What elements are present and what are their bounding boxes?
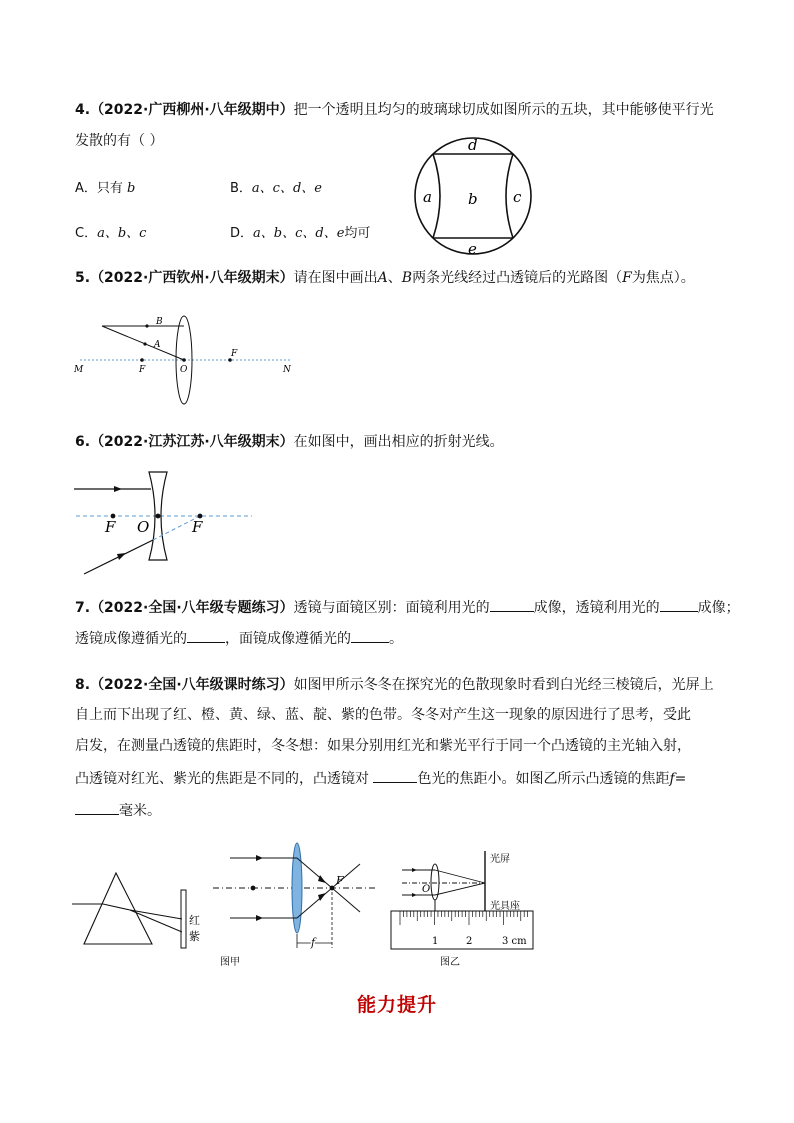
q8-line-3: 启发，在测量凸透镜的焦距时，冬冬想：如果分别用红光和紫光平行于同一个凸透镜的主光轴入射， bbox=[75, 738, 691, 754]
optical-center-point bbox=[182, 358, 186, 362]
label-violet: 紫 bbox=[189, 930, 200, 943]
label-m: M bbox=[74, 365, 84, 375]
lower-refracted-ray bbox=[435, 883, 485, 895]
incident-ray-bottom-arrow bbox=[117, 553, 126, 560]
label-o: O bbox=[180, 365, 188, 375]
label-o: O bbox=[137, 518, 150, 536]
label-f-right: F bbox=[192, 518, 203, 536]
q7-blank-2[interactable] bbox=[660, 597, 698, 612]
upper-ray-arrow bbox=[256, 855, 263, 861]
convex-lens bbox=[292, 843, 302, 933]
ruler-ticks bbox=[400, 911, 528, 925]
red-ray bbox=[130, 910, 182, 919]
q5-line-1: 5.（2022·广西钦州·八年级期末）请在图中画出A、B两条光线经过凸透镜后的光路图（F为焦点）。 bbox=[75, 270, 695, 286]
q7-line-1: 7.（2022·全国·八年级专题练习）透镜与面镜区别：面镜利用光的 成像，透镜利用光的 成像； bbox=[75, 597, 740, 618]
q4-option-c[interactable]: C．a、b、c bbox=[75, 226, 147, 241]
label-a: A bbox=[154, 340, 161, 350]
q6-concave-lens-figure bbox=[70, 470, 260, 578]
label-e: e bbox=[468, 240, 477, 258]
q7-blank-1[interactable] bbox=[490, 597, 534, 612]
label-f-right: F bbox=[231, 349, 238, 359]
ray-a bbox=[102, 326, 184, 360]
q7-blank-3[interactable] bbox=[187, 628, 225, 643]
optical-center-point bbox=[156, 514, 161, 519]
upper-refracted-arrow bbox=[318, 875, 326, 883]
q8-blank-1[interactable] bbox=[373, 768, 417, 783]
caption-yi: 图乙 bbox=[440, 957, 460, 968]
lower-refracted-arrow bbox=[318, 893, 326, 901]
label-f-left: F bbox=[139, 365, 146, 375]
q8-line-2: 自上而下出现了红、橙、黄、绿、蓝、靛、紫的色带。冬冬对产生这一现象的原因进行了思考，受此 bbox=[75, 707, 691, 723]
cut-right bbox=[506, 154, 513, 238]
q6-line-1: 6.（2022·江苏江苏·八年级期末）在如图中，画出相应的折射光线。 bbox=[75, 434, 504, 450]
q4-option-d[interactable]: D．a、b、c、d、e均可 bbox=[230, 226, 371, 241]
label-c: c bbox=[513, 188, 522, 206]
tick-label-2: 2 bbox=[466, 936, 473, 947]
ray-a-arrow bbox=[143, 342, 146, 345]
q8-blank-2[interactable] bbox=[75, 800, 119, 815]
focus-right-point bbox=[330, 886, 335, 891]
q4-option-b[interactable]: B．a、c、d、e bbox=[230, 181, 322, 196]
cut-left bbox=[433, 154, 440, 238]
label-o: O bbox=[422, 884, 431, 895]
q4-option-a[interactable]: A．只有 b bbox=[75, 181, 136, 196]
q8-line-4: 凸透镜对红光、紫光的焦距是不同的，凸透镜对 色光的焦距小。如图乙所示凸透镜的焦距f= bbox=[75, 768, 686, 789]
q4-line-1: 4.（2022·广西柳州·八年级期中）把一个透明且均匀的玻璃球切成如图所示的五块，其中能够使平行光 bbox=[75, 102, 714, 118]
q7-blank-4[interactable] bbox=[351, 628, 389, 643]
q7-line-2: 透镜成像遵循光的 ，面镜成像遵循光的 。 bbox=[75, 628, 403, 649]
violet-ray bbox=[130, 910, 182, 932]
section-heading: 能力提升 bbox=[356, 994, 437, 1016]
upper-ray-arrow bbox=[412, 868, 417, 872]
tick-label-3: 3 cm bbox=[502, 936, 527, 947]
label-f-length: f bbox=[311, 936, 316, 949]
label-f-left: F bbox=[105, 518, 116, 536]
prism bbox=[84, 873, 152, 944]
tick-label-1: 1 bbox=[432, 936, 439, 947]
q8-figure-yi bbox=[388, 845, 538, 973]
incident-ray-top-arrow bbox=[114, 486, 122, 492]
q4-line-2: 发散的有（ ） bbox=[75, 133, 164, 149]
label-bench: 光具座 bbox=[490, 901, 520, 912]
label-f-point: F bbox=[336, 874, 344, 887]
lower-ray-arrow bbox=[256, 915, 263, 921]
focus-left-point bbox=[251, 886, 256, 891]
label-screen: 光屏 bbox=[490, 854, 510, 865]
q8-line-1: 8.（2022·全国·八年级课时练习）如图甲所示冬冬在探究光的色散现象时看到白光经三棱镜后，光屏上 bbox=[75, 677, 714, 693]
label-b: B bbox=[156, 317, 163, 327]
upper-refracted-ray bbox=[435, 870, 485, 883]
focus-left-point bbox=[140, 358, 144, 362]
label-b: b bbox=[468, 190, 478, 208]
label-a: a bbox=[423, 188, 432, 206]
label-n: N bbox=[283, 365, 291, 375]
q4-glass-sphere-figure bbox=[405, 128, 541, 264]
lower-refracted-ray bbox=[297, 864, 360, 918]
label-d: d bbox=[468, 136, 478, 154]
upper-refracted-ray bbox=[297, 858, 360, 912]
q8-line-5: 毫米。 bbox=[75, 800, 161, 821]
ray-inside-prism bbox=[103, 904, 130, 910]
q8-figure-jia bbox=[70, 840, 390, 970]
caption-jia: 图甲 bbox=[220, 957, 240, 968]
q5-convex-lens-figure bbox=[70, 310, 300, 410]
ray-b-arrow bbox=[145, 324, 148, 327]
label-red: 红 bbox=[189, 914, 200, 927]
lower-ray-arrow bbox=[412, 893, 417, 897]
